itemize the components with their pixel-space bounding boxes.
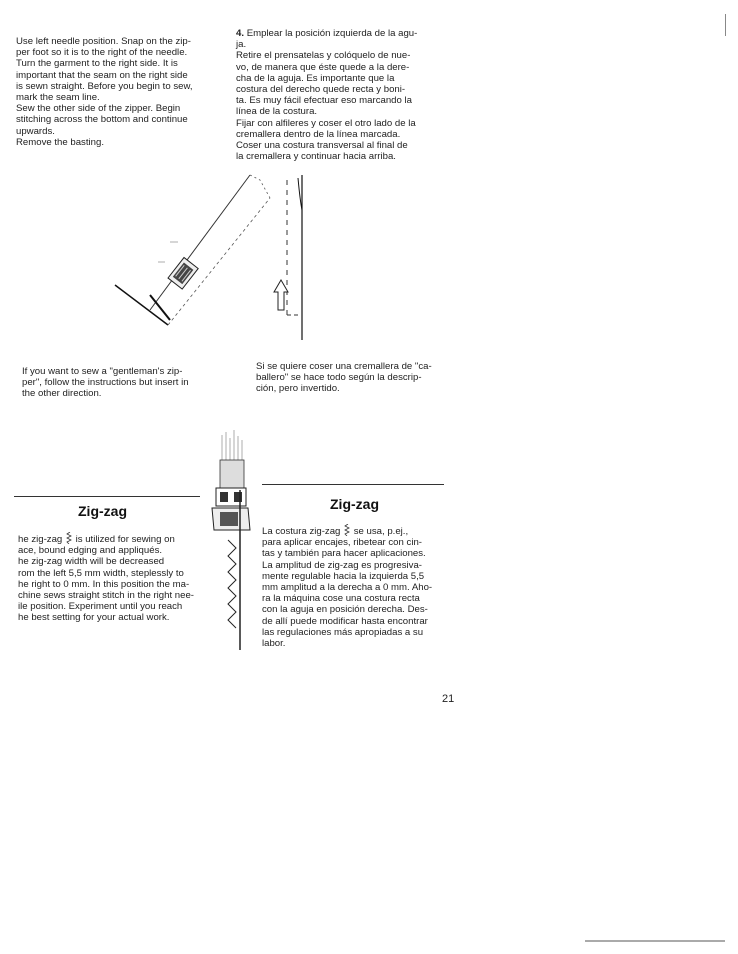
text-line: stitching across the bottom and continue — [16, 114, 188, 126]
text-line — [18, 532, 208, 545]
text-line: ile position. Experiment until you reach — [18, 601, 183, 613]
text-line: mm amplitud a la derecha a 0 mm. Aho- — [262, 582, 433, 594]
text-line: Use left needle position. Snap on the zip- — [16, 36, 191, 47]
zigzag-foot-illustration — [200, 430, 260, 655]
zipper-foot-illustration — [110, 170, 280, 350]
section-divider — [262, 484, 444, 485]
text-line: If you want to sew a "gentleman's zip- — [22, 366, 183, 377]
spanish-gentlemans-zipper-note — [256, 361, 446, 395]
text-line: ta. Es muy fácil efectuar eso marcando la — [236, 95, 412, 107]
text-line: tas y también para hacer aplicaciones. — [262, 548, 426, 560]
text-line: per", follow the instructions but insert in — [22, 377, 189, 389]
text-span: La costura zig-zag — [262, 526, 341, 537]
scan-edge-mark — [725, 14, 726, 36]
text-line: para aplicar encajes, ribetear con cin- — [262, 537, 422, 549]
text-line: per foot so it is to the right of the needle. — [16, 47, 188, 59]
spanish-zipper-instructions — [236, 28, 441, 162]
text-line: línea de la costura. — [236, 106, 318, 118]
text-line: Turn the garment to the right side. It is — [16, 58, 178, 70]
text-line: important that the seam on the right side — [16, 69, 188, 81]
text-line: ra la máquina cose una costura recta — [262, 593, 420, 605]
section-divider — [14, 496, 200, 497]
page-number: 21 — [442, 693, 455, 705]
text-line: Remove the basting. — [16, 136, 104, 148]
text-span: Emplear la posición izquierda de la agu- — [246, 28, 418, 39]
section-heading: Zig-zag — [78, 503, 127, 519]
text-line: las regulaciones más apropiadas a su — [262, 626, 424, 638]
text-line: he right to 0 mm. In this position the ma- — [18, 578, 190, 590]
text-line — [262, 524, 452, 537]
text-line: cha de la aguja. Es importante que la — [236, 72, 395, 84]
text-line: Retire el prensatelas y colóquelo de nue- — [236, 50, 411, 62]
text-line: ace, bound edging and appliqués. — [18, 545, 163, 557]
section-heading: Zig-zag — [330, 496, 379, 512]
text-line — [236, 28, 441, 39]
text-line: con la aguja en posición derecha. Des- — [262, 604, 428, 616]
text-line: mente regulable hacia la izquierda 5,5 — [262, 570, 425, 582]
text-line: cremallera dentro de la línea marcada. — [236, 128, 401, 140]
text-line: vo, de manera que éste quede a la dere- — [236, 61, 410, 73]
english-zigzag-text — [18, 532, 208, 624]
text-line: ción, pero invertido. — [256, 383, 340, 395]
text-line: ja. — [236, 39, 247, 51]
text-span: se usa, p.ej., — [353, 526, 409, 537]
english-zipper-instructions — [16, 36, 216, 148]
text-line: costura del derecho quede recta y boni- — [236, 84, 406, 96]
text-line: is sewn straight. Before you begin to sew, — [16, 80, 193, 92]
text-line: la cremallera y continuar hacia arriba. — [236, 151, 396, 163]
scan-edge-mark — [585, 940, 725, 942]
text-line: the other direction. — [22, 388, 102, 400]
text-line: mark the seam line. — [16, 92, 100, 104]
zigzag-stitch-icon — [65, 532, 73, 544]
text-line: upwards. — [16, 125, 55, 137]
text-line: labor. — [262, 638, 286, 650]
text-line: La amplitud de zig-zag es progresiva- — [262, 559, 422, 571]
text-line: chine sews straight stitch in the right nee- — [18, 590, 194, 602]
text-line: rom the left 5,5 mm width, steplessly to — [18, 567, 184, 579]
text-span: he zig-zag — [18, 534, 63, 545]
text-line: he best setting for your actual work. — [18, 612, 170, 624]
english-gentlemans-zipper-note — [22, 366, 212, 400]
text-line: Fijar con alfileres y coser el otro lado de la — [236, 117, 416, 129]
step-number: 4. — [236, 28, 245, 39]
text-line: he zig-zag width will be decreased — [18, 556, 165, 568]
text-line: de allí puede modificar hasta encontrar — [262, 615, 428, 627]
text-line: Sew the other side of the zipper. Begin — [16, 103, 181, 115]
text-line: Coser una costura transversal al final de — [236, 140, 408, 152]
spanish-zigzag-text — [262, 524, 452, 649]
text-line: Si se quiere coser una cremallera de "ca- — [256, 361, 432, 372]
text-span: is utilized for sewing on — [75, 534, 175, 545]
text-line: ballero" se hace todo según la descrip- — [256, 372, 422, 384]
zigzag-stitch-icon — [343, 524, 351, 536]
seam-direction-diagram — [270, 170, 320, 345]
